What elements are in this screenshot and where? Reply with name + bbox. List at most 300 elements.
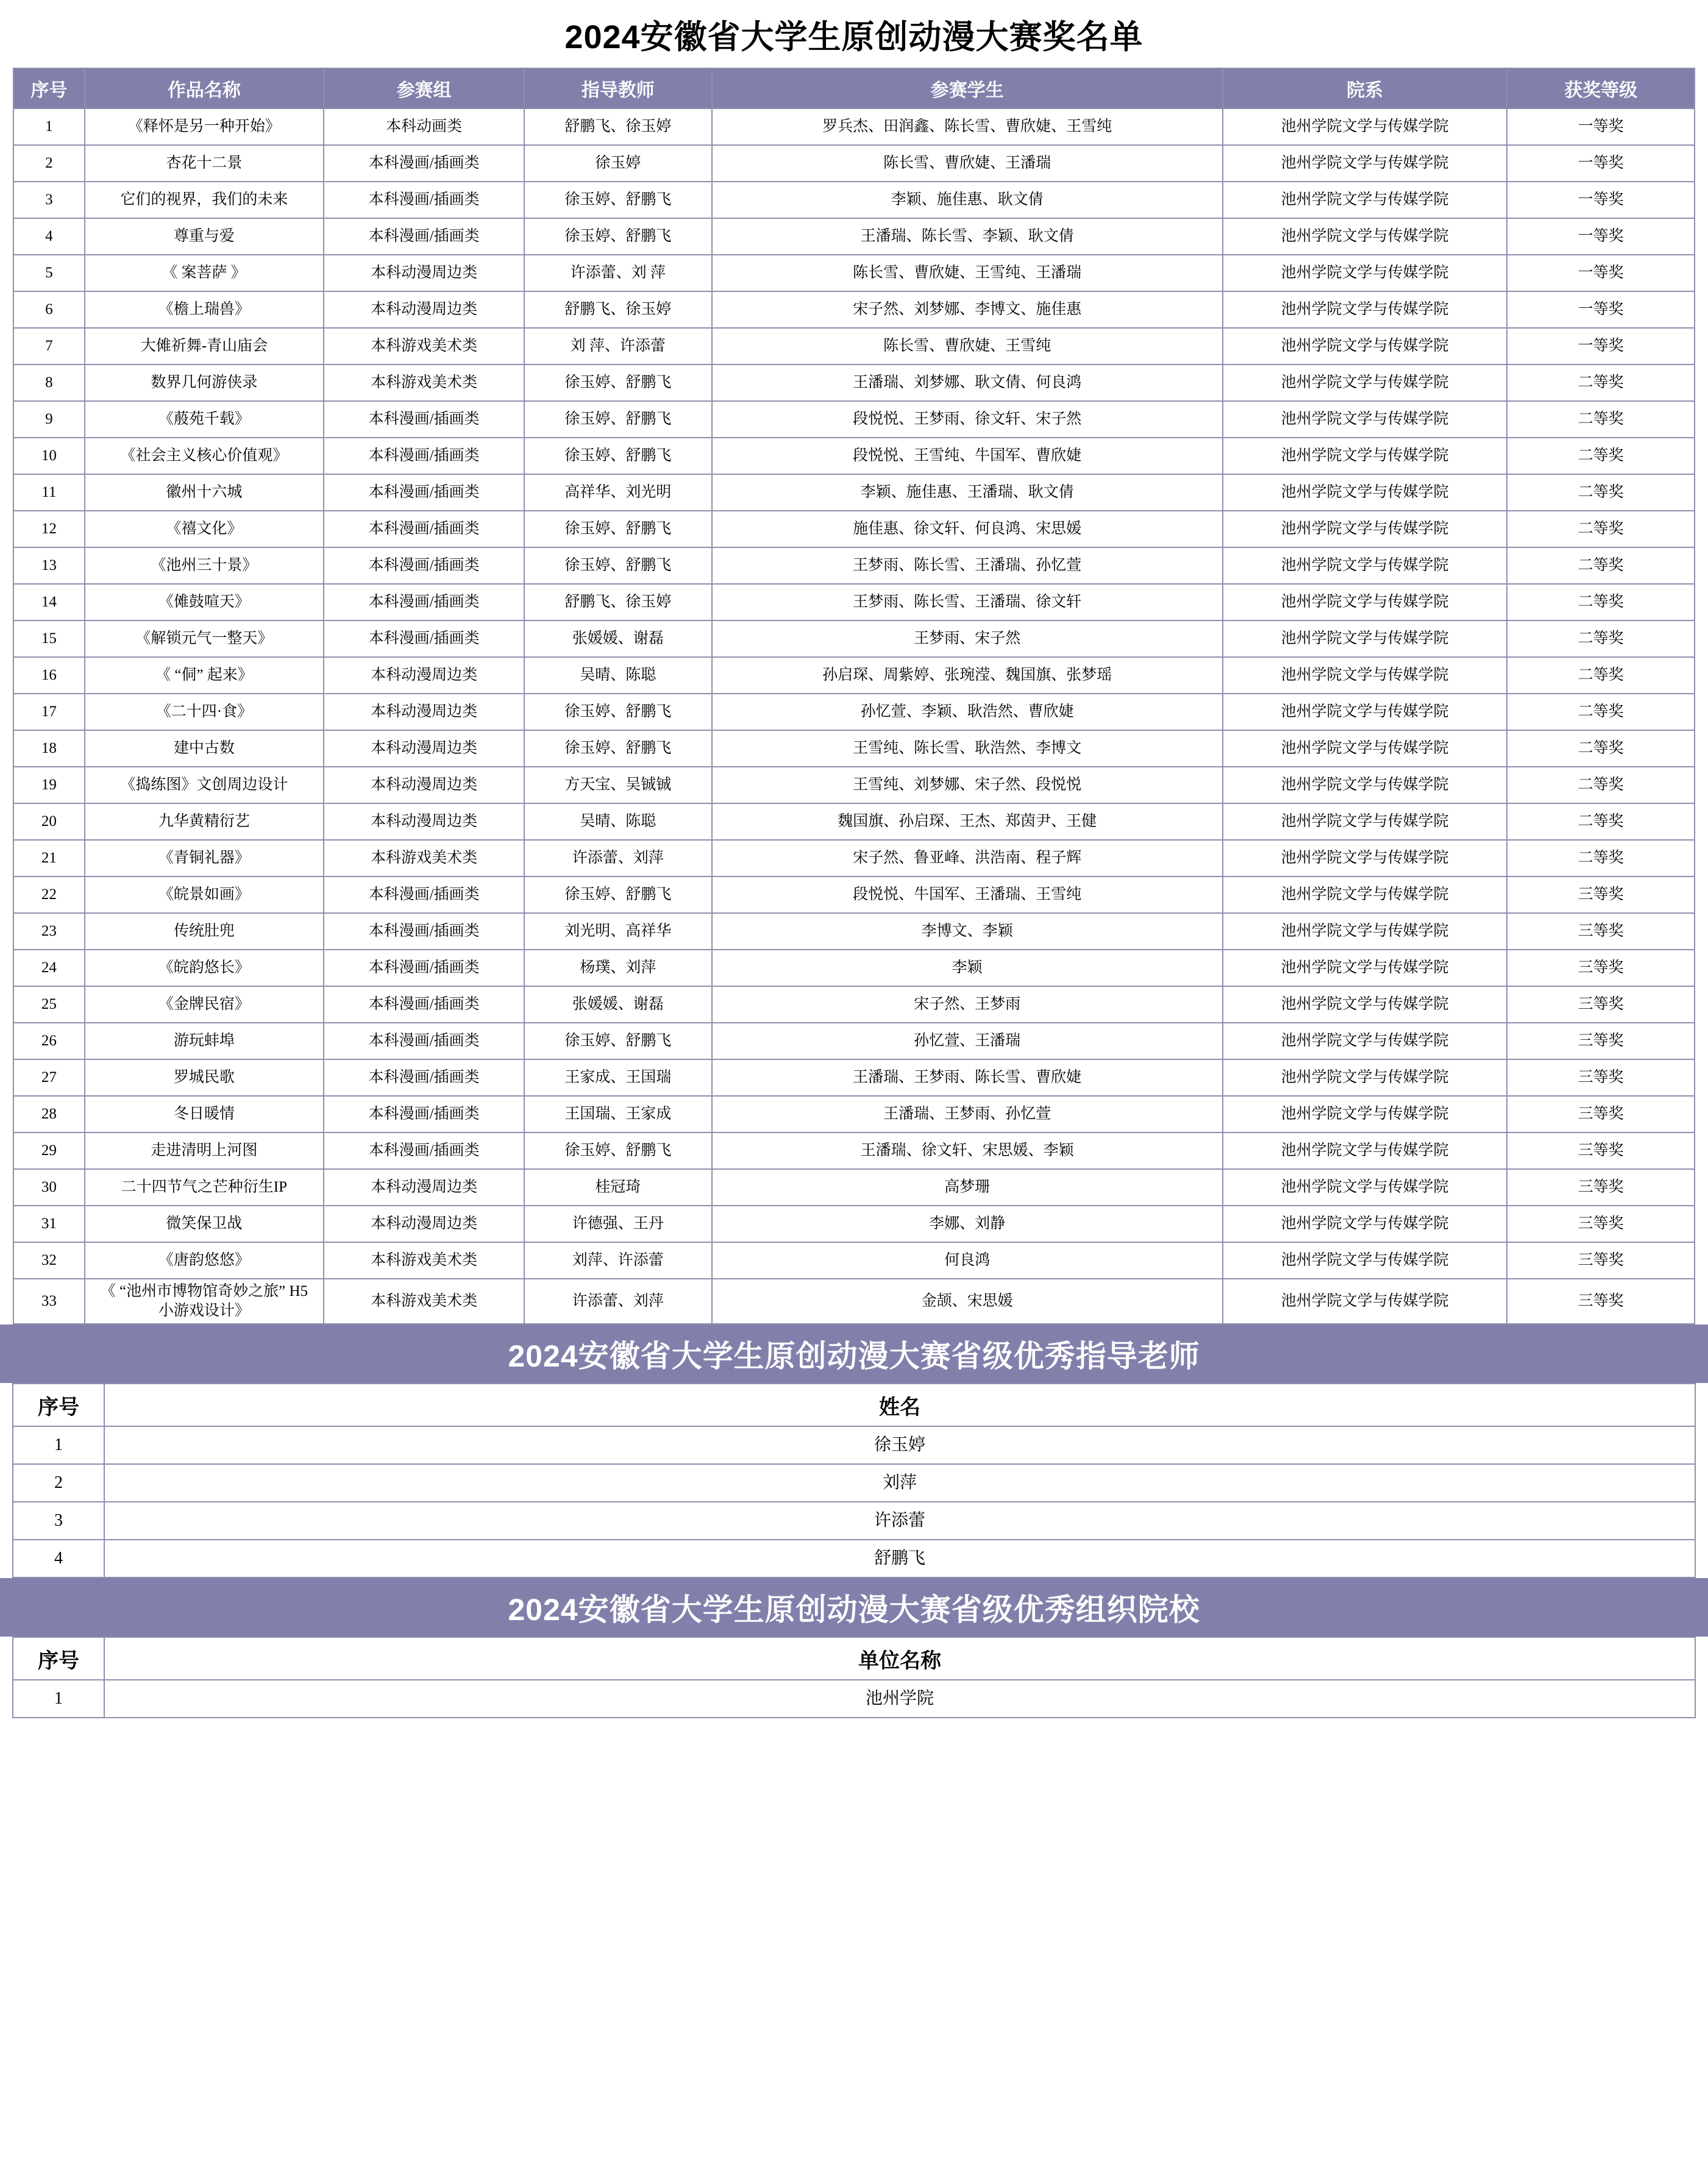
table-row xyxy=(13,876,1695,913)
cell-work-title: 《皖景如画》 xyxy=(85,876,324,913)
cell-work-title: 《唐韵悠悠》 xyxy=(85,1242,324,1279)
cell-group: 本科漫画/插画类 xyxy=(324,876,524,913)
cell-award-level: 二等奖 xyxy=(1507,840,1695,876)
table-row xyxy=(13,1132,1695,1169)
col-header-work-title: 作品名称 xyxy=(85,68,324,108)
cell-award-level: 二等奖 xyxy=(1507,364,1695,401)
cell-work-title: 《二十四·食》 xyxy=(85,694,324,730)
cell-students: 金颉、宋思媛 xyxy=(712,1279,1223,1324)
cell-index: 25 xyxy=(13,986,85,1023)
cell-index: 6 xyxy=(13,291,85,328)
cell-award-level: 三等奖 xyxy=(1507,1242,1695,1279)
cell-index: 4 xyxy=(13,1540,104,1577)
award-table-body xyxy=(13,108,1695,1324)
table-row xyxy=(13,255,1695,291)
cell-students: 李颖、施佳惠、王潘瑞、耿文倩 xyxy=(712,474,1223,511)
cell-students: 王潘瑞、王梦雨、陈长雪、曹欣婕 xyxy=(712,1059,1223,1096)
cell-index: 5 xyxy=(13,255,85,291)
table-row xyxy=(13,1540,1695,1577)
cell-index: 23 xyxy=(13,913,85,950)
cell-advisor: 刘 萍、许添蕾 xyxy=(524,328,712,364)
cell-work-title: 《蒑苑千载》 xyxy=(85,401,324,438)
cell-advisor: 许添蕾、刘 萍 xyxy=(524,255,712,291)
school-table-body xyxy=(13,1680,1695,1718)
cell-department: 池州学院文学与传媒学院 xyxy=(1223,182,1507,218)
cell-students: 宋子然、刘梦娜、李博文、施佳惠 xyxy=(712,291,1223,328)
cell-index: 26 xyxy=(13,1023,85,1059)
cell-department: 池州学院文学与传媒学院 xyxy=(1223,547,1507,584)
cell-students: 王潘瑞、徐文轩、宋思媛、李颖 xyxy=(712,1132,1223,1169)
cell-award-level: 二等奖 xyxy=(1507,547,1695,584)
cell-advisor: 舒鹏飞、徐玉婷 xyxy=(524,291,712,328)
table-row xyxy=(13,950,1695,986)
cell-group: 本科漫画/插画类 xyxy=(324,1132,524,1169)
table-row xyxy=(13,767,1695,803)
cell-students: 孙忆萱、李颖、耿浩然、曹欣婕 xyxy=(712,694,1223,730)
cell-students: 段悦悦、王雪纯、牛国军、曹欣婕 xyxy=(712,438,1223,474)
school-list-table xyxy=(12,1637,1696,1718)
cell-index: 31 xyxy=(13,1206,85,1242)
cell-advisor: 张媛媛、谢磊 xyxy=(524,620,712,657)
cell-advisor: 徐玉婷、舒鹏飞 xyxy=(524,438,712,474)
cell-award-level: 二等奖 xyxy=(1507,438,1695,474)
cell-work-title: 《傩鼓喧天》 xyxy=(85,584,324,620)
col-header-advisor: 指导教师 xyxy=(524,68,712,108)
table-row xyxy=(13,986,1695,1023)
cell-advisor: 刘萍、许添蕾 xyxy=(524,1242,712,1279)
col-header-index: 序号 xyxy=(13,68,85,108)
cell-index: 18 xyxy=(13,730,85,767)
cell-group: 本科游戏美术类 xyxy=(324,1242,524,1279)
table-row xyxy=(13,401,1695,438)
cell-advisor: 徐玉婷 xyxy=(524,145,712,182)
cell-department: 池州学院文学与传媒学院 xyxy=(1223,803,1507,840)
table-row xyxy=(13,1169,1695,1206)
cell-index: 16 xyxy=(13,657,85,694)
table-row xyxy=(13,547,1695,584)
cell-advisor: 许添蕾、刘萍 xyxy=(524,1279,712,1324)
table-row xyxy=(13,328,1695,364)
cell-work-title: 杏花十二景 xyxy=(85,145,324,182)
cell-students: 陈长雪、曹欣婕、王潘瑞 xyxy=(712,145,1223,182)
cell-index: 27 xyxy=(13,1059,85,1096)
table-row xyxy=(13,182,1695,218)
school-section-band: 2024安徽省大学生原创动漫大赛省级优秀组织院校 xyxy=(0,1578,1708,1637)
table-row xyxy=(13,474,1695,511)
cell-students: 王潘瑞、王梦雨、孙忆萱 xyxy=(712,1096,1223,1132)
cell-work-title: 二十四节气之芒种衍生IP xyxy=(85,1169,324,1206)
cell-group: 本科漫画/插画类 xyxy=(324,1096,524,1132)
cell-students: 王潘瑞、陈长雪、李颖、耿文倩 xyxy=(712,218,1223,255)
cell-department: 池州学院文学与传媒学院 xyxy=(1223,876,1507,913)
cell-advisor: 杨璞、刘萍 xyxy=(524,950,712,986)
cell-department: 池州学院文学与传媒学院 xyxy=(1223,1206,1507,1242)
cell-department: 池州学院文学与传媒学院 xyxy=(1223,438,1507,474)
table-row xyxy=(13,1096,1695,1132)
cell-index: 11 xyxy=(13,474,85,511)
cell-group: 本科漫画/插画类 xyxy=(324,584,524,620)
cell-students: 高梦珊 xyxy=(712,1169,1223,1206)
cell-group: 本科漫画/插画类 xyxy=(324,913,524,950)
cell-students: 魏国旗、孙启琛、王杰、郑茵尹、王健 xyxy=(712,803,1223,840)
cell-group: 本科动画类 xyxy=(324,108,524,145)
table-row xyxy=(13,1464,1695,1502)
cell-index: 3 xyxy=(13,1502,104,1540)
cell-award-level: 二等奖 xyxy=(1507,620,1695,657)
table-row xyxy=(13,145,1695,182)
cell-group: 本科漫画/插画类 xyxy=(324,1059,524,1096)
cell-work-title: 《解锁元气一整天》 xyxy=(85,620,324,657)
cell-award-level: 二等奖 xyxy=(1507,401,1695,438)
cell-students: 孙忆萱、王潘瑞 xyxy=(712,1023,1223,1059)
cell-department: 池州学院文学与传媒学院 xyxy=(1223,145,1507,182)
cell-index: 29 xyxy=(13,1132,85,1169)
cell-department: 池州学院文学与传媒学院 xyxy=(1223,1242,1507,1279)
cell-award-level: 一等奖 xyxy=(1507,182,1695,218)
cell-advisor: 徐玉婷、舒鹏飞 xyxy=(524,730,712,767)
cell-department: 池州学院文学与传媒学院 xyxy=(1223,913,1507,950)
table-row xyxy=(13,1279,1695,1324)
cell-group: 本科游戏美术类 xyxy=(324,328,524,364)
cell-work-title: 冬日暖情 xyxy=(85,1096,324,1132)
cell-award-level: 二等奖 xyxy=(1507,657,1695,694)
cell-index: 22 xyxy=(13,876,85,913)
cell-school-name: 池州学院 xyxy=(104,1680,1695,1718)
cell-students: 段悦悦、王梦雨、徐文轩、宋子然 xyxy=(712,401,1223,438)
cell-group: 本科动漫周边类 xyxy=(324,291,524,328)
cell-students: 罗兵杰、田润鑫、陈长雪、曹欣婕、王雪纯 xyxy=(712,108,1223,145)
cell-advisor: 桂冠琦 xyxy=(524,1169,712,1206)
cell-work-title: 传统肚兜 xyxy=(85,913,324,950)
cell-students: 段悦悦、牛国军、王潘瑞、王雪纯 xyxy=(712,876,1223,913)
table-row xyxy=(13,840,1695,876)
award-table-head xyxy=(13,68,1695,108)
cell-advisor: 王家成、王国瑞 xyxy=(524,1059,712,1096)
cell-index: 2 xyxy=(13,1464,104,1502)
cell-index: 10 xyxy=(13,438,85,474)
cell-group: 本科漫画/插画类 xyxy=(324,950,524,986)
cell-advisor: 徐玉婷、舒鹏飞 xyxy=(524,694,712,730)
cell-advisor: 舒鹏飞、徐玉婷 xyxy=(524,584,712,620)
table-row xyxy=(13,730,1695,767)
table-row xyxy=(13,657,1695,694)
cell-students: 王雪纯、陈长雪、耿浩然、李博文 xyxy=(712,730,1223,767)
cell-work-title: 游玩蚌埠 xyxy=(85,1023,324,1059)
cell-index: 19 xyxy=(13,767,85,803)
cell-index: 1 xyxy=(13,108,85,145)
cell-index: 17 xyxy=(13,694,85,730)
cell-award-level: 二等奖 xyxy=(1507,803,1695,840)
cell-advisor: 徐玉婷、舒鹏飞 xyxy=(524,364,712,401)
table-row xyxy=(13,108,1695,145)
cell-index: 28 xyxy=(13,1096,85,1132)
teacher-col-header-index: 序号 xyxy=(13,1384,104,1426)
cell-index: 7 xyxy=(13,328,85,364)
cell-award-level: 三等奖 xyxy=(1507,986,1695,1023)
cell-group: 本科动漫周边类 xyxy=(324,657,524,694)
cell-students: 陈长雪、曹欣婕、王雪纯、王潘瑞 xyxy=(712,255,1223,291)
cell-index: 1 xyxy=(13,1426,104,1464)
cell-award-level: 一等奖 xyxy=(1507,218,1695,255)
cell-award-level: 二等奖 xyxy=(1507,767,1695,803)
cell-award-level: 一等奖 xyxy=(1507,291,1695,328)
cell-group: 本科漫画/插画类 xyxy=(324,547,524,584)
cell-award-level: 三等奖 xyxy=(1507,1169,1695,1206)
table-row xyxy=(13,291,1695,328)
cell-award-level: 一等奖 xyxy=(1507,145,1695,182)
teacher-list-table xyxy=(12,1383,1696,1578)
cell-students: 孙启琛、周紫婷、张琬滢、魏国旗、张梦瑶 xyxy=(712,657,1223,694)
cell-department: 池州学院文学与传媒学院 xyxy=(1223,1169,1507,1206)
teacher-table-body xyxy=(13,1426,1695,1577)
cell-group: 本科游戏美术类 xyxy=(324,840,524,876)
table-row xyxy=(13,1059,1695,1096)
school-table-head xyxy=(13,1637,1695,1680)
cell-work-title: 《社会主义核心价值观》 xyxy=(85,438,324,474)
table-row xyxy=(13,1023,1695,1059)
cell-work-title: 微笑保卫战 xyxy=(85,1206,324,1242)
cell-award-level: 三等奖 xyxy=(1507,876,1695,913)
cell-index: 24 xyxy=(13,950,85,986)
col-header-group: 参赛组 xyxy=(324,68,524,108)
cell-group: 本科漫画/插画类 xyxy=(324,1023,524,1059)
cell-award-level: 一等奖 xyxy=(1507,255,1695,291)
cell-index: 8 xyxy=(13,364,85,401)
cell-teacher-name: 舒鹏飞 xyxy=(104,1540,1695,1577)
cell-work-title: 《 案菩萨 》 xyxy=(85,255,324,291)
cell-group: 本科漫画/插画类 xyxy=(324,218,524,255)
table-row xyxy=(13,694,1695,730)
cell-students: 王潘瑞、刘梦娜、耿文倩、何良鸿 xyxy=(712,364,1223,401)
cell-students: 陈长雪、曹欣婕、王雪纯 xyxy=(712,328,1223,364)
cell-group: 本科动漫周边类 xyxy=(324,255,524,291)
cell-department: 池州学院文学与传媒学院 xyxy=(1223,401,1507,438)
table-row xyxy=(13,1426,1695,1464)
cell-index: 13 xyxy=(13,547,85,584)
teacher-table-header-row xyxy=(13,1384,1695,1426)
cell-group: 本科游戏美术类 xyxy=(324,1279,524,1324)
cell-work-title: 《檐上瑞兽》 xyxy=(85,291,324,328)
cell-award-level: 三等奖 xyxy=(1507,1059,1695,1096)
cell-award-level: 一等奖 xyxy=(1507,328,1695,364)
cell-department: 池州学院文学与传媒学院 xyxy=(1223,218,1507,255)
cell-advisor: 徐玉婷、舒鹏飞 xyxy=(524,876,712,913)
school-col-header-index: 序号 xyxy=(13,1637,104,1680)
cell-work-title: 《释怀是另一种开始》 xyxy=(85,108,324,145)
cell-award-level: 三等奖 xyxy=(1507,913,1695,950)
teacher-section-band: 2024安徽省大学生原创动漫大赛省级优秀指导老师 xyxy=(0,1324,1708,1383)
col-header-department: 院系 xyxy=(1223,68,1507,108)
cell-department: 池州学院文学与传媒学院 xyxy=(1223,730,1507,767)
school-col-header-name: 单位名称 xyxy=(104,1637,1695,1680)
cell-group: 本科动漫周边类 xyxy=(324,694,524,730)
cell-work-title: 《金牌民宿》 xyxy=(85,986,324,1023)
cell-teacher-name: 徐玉婷 xyxy=(104,1426,1695,1464)
teacher-col-header-name: 姓名 xyxy=(104,1384,1695,1426)
cell-award-level: 二等奖 xyxy=(1507,730,1695,767)
cell-work-title: 大傩祈舞-青山庙会 xyxy=(85,328,324,364)
cell-group: 本科游戏美术类 xyxy=(324,364,524,401)
cell-advisor: 徐玉婷、舒鹏飞 xyxy=(524,511,712,547)
cell-students: 李娜、刘静 xyxy=(712,1206,1223,1242)
cell-department: 池州学院文学与传媒学院 xyxy=(1223,1132,1507,1169)
cell-index: 9 xyxy=(13,401,85,438)
cell-department: 池州学院文学与传媒学院 xyxy=(1223,474,1507,511)
cell-advisor: 徐玉婷、舒鹏飞 xyxy=(524,218,712,255)
cell-department: 池州学院文学与传媒学院 xyxy=(1223,840,1507,876)
cell-department: 池州学院文学与传媒学院 xyxy=(1223,108,1507,145)
cell-teacher-name: 许添蕾 xyxy=(104,1502,1695,1540)
cell-department: 池州学院文学与传媒学院 xyxy=(1223,255,1507,291)
cell-advisor: 高祥华、刘光明 xyxy=(524,474,712,511)
cell-department: 池州学院文学与传媒学院 xyxy=(1223,950,1507,986)
cell-department: 池州学院文学与传媒学院 xyxy=(1223,1059,1507,1096)
cell-award-level: 二等奖 xyxy=(1507,474,1695,511)
cell-teacher-name: 刘萍 xyxy=(104,1464,1695,1502)
award-list-table xyxy=(13,68,1695,1324)
cell-work-title: 数界几何游侠录 xyxy=(85,364,324,401)
cell-work-title: 九华黄精衍艺 xyxy=(85,803,324,840)
cell-work-title: 走进清明上河图 xyxy=(85,1132,324,1169)
cell-advisor: 方天宝、吴铖铖 xyxy=(524,767,712,803)
cell-work-title: 罗城民歌 xyxy=(85,1059,324,1096)
cell-department: 池州学院文学与传媒学院 xyxy=(1223,767,1507,803)
cell-award-level: 三等奖 xyxy=(1507,1132,1695,1169)
cell-work-title: 《青铜礼器》 xyxy=(85,840,324,876)
table-row xyxy=(13,218,1695,255)
cell-advisor: 徐玉婷、舒鹏飞 xyxy=(524,547,712,584)
cell-department: 池州学院文学与传媒学院 xyxy=(1223,1279,1507,1324)
cell-group: 本科漫画/插画类 xyxy=(324,145,524,182)
teacher-table-head xyxy=(13,1384,1695,1426)
cell-award-level: 一等奖 xyxy=(1507,108,1695,145)
cell-award-level: 三等奖 xyxy=(1507,950,1695,986)
cell-advisor: 刘光明、高祥华 xyxy=(524,913,712,950)
cell-work-title: 《 “池州市博物馆奇妙之旅” H5 小游戏设计》 xyxy=(85,1279,324,1324)
cell-students: 宋子然、鲁亚峰、洪浩南、程子辉 xyxy=(712,840,1223,876)
cell-department: 池州学院文学与传媒学院 xyxy=(1223,1023,1507,1059)
cell-advisor: 徐玉婷、舒鹏飞 xyxy=(524,1132,712,1169)
cell-group: 本科漫画/插画类 xyxy=(324,620,524,657)
cell-students: 宋子然、王梦雨 xyxy=(712,986,1223,1023)
table-row xyxy=(13,438,1695,474)
cell-index: 14 xyxy=(13,584,85,620)
cell-students: 王梦雨、宋子然 xyxy=(712,620,1223,657)
cell-award-level: 三等奖 xyxy=(1507,1023,1695,1059)
cell-index: 2 xyxy=(13,145,85,182)
cell-group: 本科漫画/插画类 xyxy=(324,474,524,511)
cell-award-level: 三等奖 xyxy=(1507,1279,1695,1324)
cell-department: 池州学院文学与传媒学院 xyxy=(1223,620,1507,657)
school-table-header-row xyxy=(13,1637,1695,1680)
page-title: 2024安徽省大学生原创动漫大赛奖名单 xyxy=(564,19,1144,55)
cell-index: 15 xyxy=(13,620,85,657)
cell-students: 施佳惠、徐文轩、何良鸿、宋思媛 xyxy=(712,511,1223,547)
cell-department: 池州学院文学与传媒学院 xyxy=(1223,657,1507,694)
cell-department: 池州学院文学与传媒学院 xyxy=(1223,511,1507,547)
cell-students: 李博文、李颖 xyxy=(712,913,1223,950)
table-row xyxy=(13,1206,1695,1242)
table-row xyxy=(13,584,1695,620)
cell-work-title: 建中古数 xyxy=(85,730,324,767)
table-row xyxy=(13,803,1695,840)
cell-index: 1 xyxy=(13,1680,104,1718)
cell-index: 3 xyxy=(13,182,85,218)
table-row xyxy=(13,1242,1695,1279)
cell-index: 33 xyxy=(13,1279,85,1324)
col-header-students: 参赛学生 xyxy=(712,68,1223,108)
cell-award-level: 二等奖 xyxy=(1507,694,1695,730)
cell-advisor: 吴晴、陈聪 xyxy=(524,657,712,694)
cell-group: 本科动漫周边类 xyxy=(324,1169,524,1206)
cell-group: 本科漫画/插画类 xyxy=(324,401,524,438)
cell-students: 李颖、施佳惠、耿文倩 xyxy=(712,182,1223,218)
cell-index: 12 xyxy=(13,511,85,547)
cell-index: 30 xyxy=(13,1169,85,1206)
cell-advisor: 王国瑞、王家成 xyxy=(524,1096,712,1132)
cell-work-title: 《皖韵悠长》 xyxy=(85,950,324,986)
table-row xyxy=(13,620,1695,657)
cell-department: 池州学院文学与传媒学院 xyxy=(1223,291,1507,328)
cell-department: 池州学院文学与传媒学院 xyxy=(1223,694,1507,730)
cell-advisor: 张媛媛、谢磊 xyxy=(524,986,712,1023)
cell-advisor: 吴晴、陈聪 xyxy=(524,803,712,840)
table-row xyxy=(13,511,1695,547)
cell-index: 32 xyxy=(13,1242,85,1279)
cell-index: 4 xyxy=(13,218,85,255)
cell-department: 池州学院文学与传媒学院 xyxy=(1223,364,1507,401)
award-table-header-row xyxy=(13,68,1695,108)
cell-work-title: 《池州三十景》 xyxy=(85,547,324,584)
cell-work-title: 它们的视界，我们的未来 xyxy=(85,182,324,218)
col-header-award-level: 获奖等级 xyxy=(1507,68,1695,108)
cell-index: 20 xyxy=(13,803,85,840)
cell-group: 本科漫画/插画类 xyxy=(324,182,524,218)
cell-department: 池州学院文学与传媒学院 xyxy=(1223,328,1507,364)
cell-advisor: 许德强、王丹 xyxy=(524,1206,712,1242)
cell-award-level: 三等奖 xyxy=(1507,1096,1695,1132)
table-row xyxy=(13,1502,1695,1540)
cell-group: 本科漫画/插画类 xyxy=(324,986,524,1023)
cell-department: 池州学院文学与传媒学院 xyxy=(1223,986,1507,1023)
cell-advisor: 徐玉婷、舒鹏飞 xyxy=(524,401,712,438)
cell-group: 本科动漫周边类 xyxy=(324,767,524,803)
table-row xyxy=(13,1680,1695,1718)
cell-award-level: 三等奖 xyxy=(1507,1206,1695,1242)
cell-group: 本科漫画/插画类 xyxy=(324,511,524,547)
cell-work-title: 尊重与爱 xyxy=(85,218,324,255)
cell-advisor: 徐玉婷、舒鹏飞 xyxy=(524,1023,712,1059)
cell-award-level: 二等奖 xyxy=(1507,584,1695,620)
cell-index: 21 xyxy=(13,840,85,876)
cell-group: 本科动漫周边类 xyxy=(324,1206,524,1242)
cell-work-title: 《 “侗” 起来》 xyxy=(85,657,324,694)
cell-work-title: 徽州十六城 xyxy=(85,474,324,511)
cell-students: 王梦雨、陈长雪、王潘瑞、徐文轩 xyxy=(712,584,1223,620)
cell-students: 王梦雨、陈长雪、王潘瑞、孙忆萱 xyxy=(712,547,1223,584)
cell-group: 本科动漫周边类 xyxy=(324,803,524,840)
cell-advisor: 舒鹏飞、徐玉婷 xyxy=(524,108,712,145)
cell-department: 池州学院文学与传媒学院 xyxy=(1223,584,1507,620)
cell-award-level: 二等奖 xyxy=(1507,511,1695,547)
table-row xyxy=(13,364,1695,401)
cell-students: 何良鸿 xyxy=(712,1242,1223,1279)
cell-advisor: 许添蕾、刘萍 xyxy=(524,840,712,876)
cell-group: 本科动漫周边类 xyxy=(324,730,524,767)
table-row xyxy=(13,913,1695,950)
cell-group: 本科漫画/插画类 xyxy=(324,438,524,474)
cell-advisor: 徐玉婷、舒鹏飞 xyxy=(524,182,712,218)
